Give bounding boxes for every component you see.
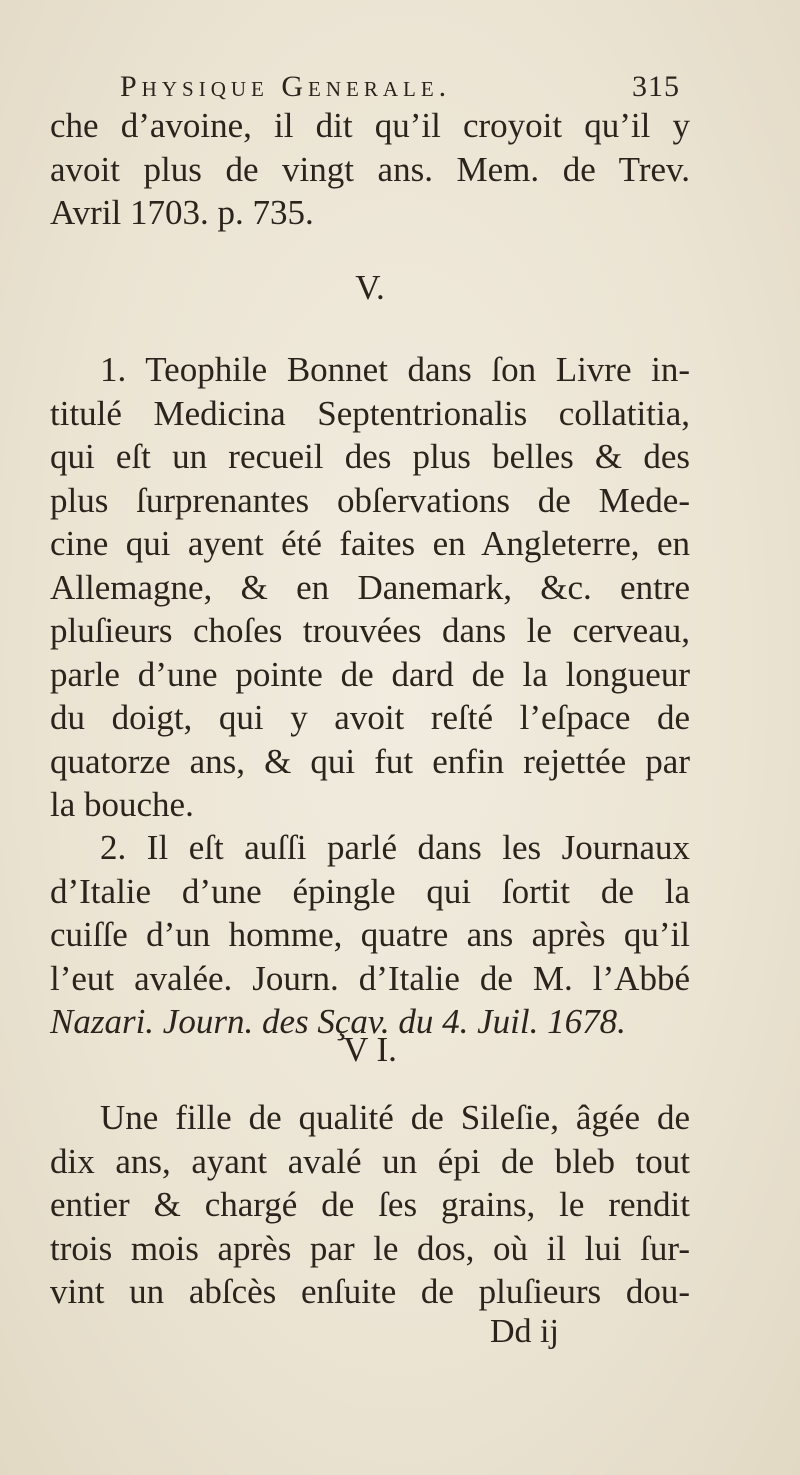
text-line: titulé Medicina Septentrionalis collatitia, xyxy=(50,393,690,433)
signature-mark: Dd ij xyxy=(490,1313,559,1350)
text-line: Nazari. Journ. des Sçav. du 4. Juil. 1678. xyxy=(50,1002,626,1041)
text-line: la bouche. xyxy=(50,785,194,824)
text-line: qui eſt un recueil des plus belles & des xyxy=(50,437,690,476)
text-line: d’Italie d’une épingle qui ſortit de la xyxy=(50,871,690,911)
text-line: trois mois après par le dos, où il lui ſur- xyxy=(50,1228,690,1268)
text-line: vint un abſcès enſuite de pluſieurs dou- xyxy=(50,1272,690,1311)
text-line: che d’avoine, il dit qu’il croyoit qu’il y xyxy=(50,106,690,145)
text-line: dix ans, ayant avalé un épi de bleb tout xyxy=(50,1141,690,1181)
text-line: du doigt, qui y avoit reſté l’eſpace de xyxy=(50,698,690,737)
running-title: Physique Generale. xyxy=(120,70,452,103)
text-line: quatorze ans, & qui fut enfin rejettée par xyxy=(50,741,690,781)
running-header xyxy=(120,70,680,104)
text-line: Allemagne, & en Danemark, &c. entre xyxy=(50,567,690,607)
text-line: cine qui ayent été faites en Angleterre, en xyxy=(50,524,690,563)
paragraph-vi xyxy=(50,1096,690,1314)
text-line: Avril 1703. p. 735. xyxy=(50,193,314,232)
text-line: l’eut avalée. Journ. d’Italie de M. l’Abbé xyxy=(50,958,690,998)
text-line: 2. Il eſt auſſi parlé dans les Journaux xyxy=(100,828,690,867)
text-line: parle d’une pointe de dard de la longueur xyxy=(50,654,690,694)
section-heading-vi: V I. xyxy=(343,1030,397,1069)
text-line: Une fille de qualité de Sileſie, âgée de xyxy=(100,1098,690,1137)
text-line: cuiſſe d’un homme, quatre ans après qu’il xyxy=(50,915,690,954)
paragraph-continuation xyxy=(50,104,690,235)
section-heading-v: V. xyxy=(355,268,385,307)
text-line: avoit plus de vingt ans. Mem. de Trev. xyxy=(50,149,690,189)
page-number: 315 xyxy=(632,70,680,103)
text-line: 1. Teophile Bonnet dans ſon Livre in- xyxy=(100,350,690,389)
text-line: pluſieurs choſes trouvées dans le cerveau, xyxy=(50,611,690,650)
paragraph-v-1 xyxy=(50,348,690,827)
paragraph-v-2 xyxy=(50,826,690,1044)
text-line: entier & chargé de ſes grains, le rendit xyxy=(50,1185,690,1224)
text-line: plus ſurprenantes obſervations de Mede- xyxy=(50,480,690,520)
